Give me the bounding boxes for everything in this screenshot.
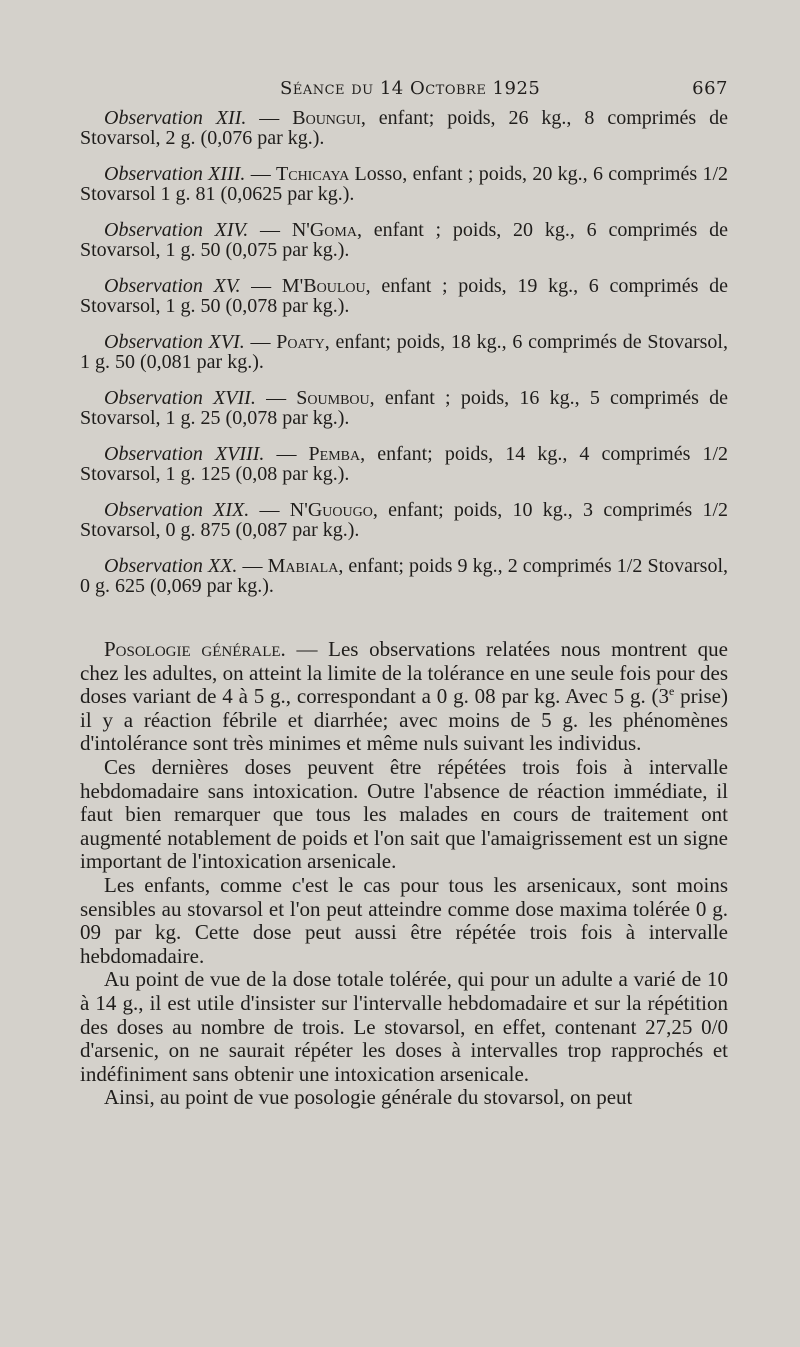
body-text (80, 638, 728, 1110)
observation-label: Observation XVII. (104, 387, 256, 409)
patient-name: M'Boulou (281, 275, 366, 297)
observation-separator: — (249, 499, 290, 521)
observation-entry (80, 332, 728, 372)
patient-name: Soumbou (296, 387, 370, 409)
patient-name: Mabiala (267, 555, 339, 577)
observation-entry (80, 500, 728, 540)
observation-text: , enfant; poids, 18 kg., 6 comprimés de Stovarsol, 1 g. 50 (0,081 par kg.). (80, 331, 728, 373)
paragraph-posologie (80, 638, 728, 756)
patient-name: Boungui (292, 107, 361, 129)
observation-entry (80, 220, 728, 260)
observation-text: , enfant; poids, 10 kg., 3 comprimés 1/2 Stovarsol, 0 g. 875 (0,087 par kg.). (80, 499, 729, 541)
observation-separator: — (264, 443, 309, 465)
observation-label: Observation XIX. (104, 499, 250, 521)
observation-text: , enfant ; poids, 19 kg., 6 comprimés de Stovarsol, 1 g. 50 (0,078 par kg.). (80, 275, 728, 317)
patient-name: N'Guougo (289, 499, 373, 521)
paragraph: Ainsi, au point de vue posologie générale du stovarsol, on peut (104, 1085, 633, 1110)
page-number: 667 (692, 78, 728, 99)
observation-label: Observation XIV. (104, 219, 249, 241)
patient-name: Tchicaya (276, 163, 350, 185)
observation-separator: — (245, 163, 277, 185)
running-title: Séance du 14 Octobre 1925 (280, 78, 541, 99)
paragraph: Les enfants, comme c'est le cas pour tous les arsenicaux, sont moins sensibles au stovarsol et l'on peut atteindre comme dose maxima tolérée 0 g. 09 par kg. Cette dose peut aussi être répétée trois fois à intervalle hebdomadaire. (80, 872, 728, 968)
observation-separator: — (240, 275, 282, 297)
superscript: e (669, 684, 675, 699)
paragraph: Ces dernières doses peuvent être répétées trois fois à intervalle hebdomadaire sans intoxication. Outre l'absence de réaction immédiate, il faut bien remarquer que tous les malades en cours de traitement ont augmenté notablement de poids et l'on sait que l'amaigrissement est un signe important de l'intoxication arsenicale. (80, 754, 728, 874)
observation-label: Observation XX. (104, 555, 238, 577)
observation-separator: — (244, 331, 277, 353)
observations-list (80, 108, 728, 596)
observation-label: Observation XII. (104, 107, 247, 129)
observation-label: Observation XVI. (104, 331, 245, 353)
observation-text: , enfant; poids, 14 kg., 4 comprimés 1/2 Stovarsol, 1 g. 125 (0,08 par kg.). (80, 443, 728, 485)
section-lead: Posologie générale. (104, 637, 286, 661)
observation-entry (80, 556, 728, 596)
observation-text: , enfant; poids, 26 kg., 8 comprimés de Stovarsol, 2 g. (0,076 par kg.). (80, 107, 728, 149)
observation-text: , enfant ; poids, 20 kg., 6 comprimés de Stovarsol, 1 g. 50 (0,075 par kg.). (80, 219, 728, 261)
observation-text: , enfant; poids 9 kg., 2 comprimés 1/2 Stovarsol, 0 g. 625 (0,069 par kg.). (80, 555, 729, 597)
observation-separator: — (237, 555, 268, 577)
observation-text: Losso, enfant ; poids, 20 kg., 6 comprimés 1/2 Stovarsol 1 g. 81 (0,0625 par kg.). (80, 163, 729, 205)
patient-name: Pemba (308, 443, 361, 465)
paragraph-text: prise) il y a réaction fébrile et diarrhée; avec moins de 5 g. les phénomènes d'intolérance sont très minimes et même nuls suivant les individus. (80, 684, 728, 756)
observation-separator: — (255, 387, 297, 409)
observation-entry (80, 276, 728, 316)
patient-name: Poaty (276, 331, 325, 353)
observation-separator: — (248, 219, 292, 241)
paragraph-text: — Les observations relatées nous montrent que chez les adultes, on atteint la limite de la tolérance en une seule fois pour des doses variant de 4 à 5 g., correspondant a 0 g. 08 par kg. Avec 5 g. (3 (80, 637, 728, 709)
page-header (80, 78, 728, 108)
observation-label: Observation XV. (104, 275, 241, 297)
observation-entry (80, 444, 728, 484)
patient-name: N'Goma (291, 219, 357, 241)
observation-entry (80, 388, 728, 428)
observation-text: , enfant ; poids, 16 kg., 5 comprimés de Stovarsol, 1 g. 25 (0,078 par kg.). (80, 387, 728, 429)
paragraph: Au point de vue de la dose totale tolérée, qui pour un adulte a varié de 10 à 14 g., il est utile d'insister sur l'intervalle hebdomadaire et sur la répétition des doses au nombre de trois. Le stovarsol, en effet, contenant 27,25 0/0 d'arsenic, on ne saurait répéter les doses à intervalles trop rapprochés et indéfiniment sans obtenir une intoxication arsenicale. (80, 967, 728, 1086)
observation-entry (80, 164, 728, 204)
observation-label: Observation XVIII. (104, 443, 265, 465)
observation-separator: — (246, 107, 293, 129)
observation-label: Observation XIII. (104, 163, 246, 185)
observation-entry (80, 108, 728, 148)
